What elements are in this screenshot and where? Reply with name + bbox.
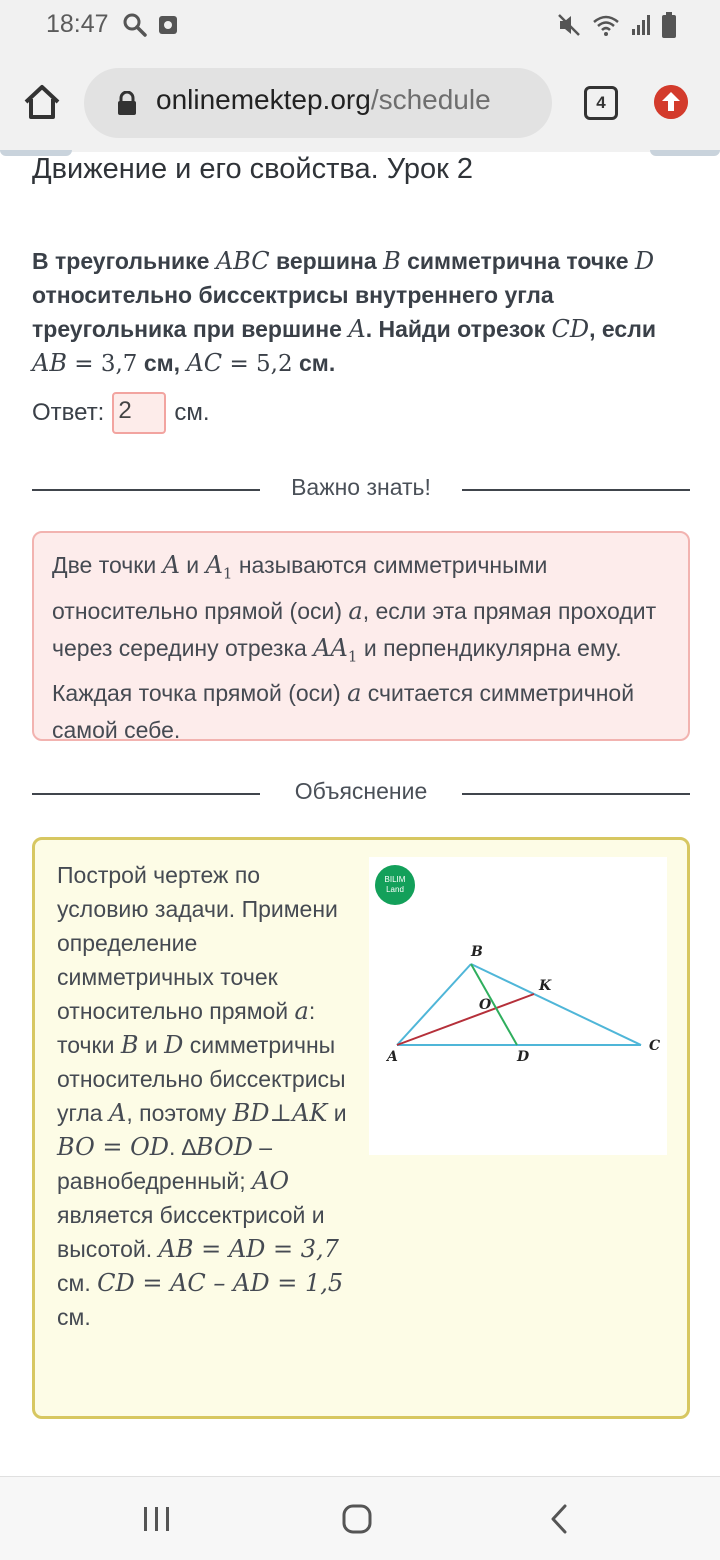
diagram-canvas — [369, 857, 667, 1155]
point-label-b: B — [471, 944, 483, 960]
answer-label: Ответ: — [32, 399, 105, 426]
wifi-icon — [592, 13, 620, 37]
url-host: onlinemektep.org — [156, 84, 371, 115]
segment-bd — [471, 964, 517, 1045]
answer-input[interactable]: 2 — [112, 392, 166, 434]
tab-switcher-button[interactable]: 4 — [584, 86, 618, 120]
status-bar — [0, 0, 720, 52]
divider-line — [462, 793, 690, 795]
browser-toolbar — [0, 52, 720, 152]
battery-icon — [662, 12, 676, 38]
explanation-heading: Объяснение — [294, 778, 428, 804]
answer-unit: см. — [174, 399, 210, 426]
status-icons-right — [556, 12, 676, 38]
explanation-text: Построй чертеж по условию задачи. Примени определение симметричных точек относительно прямой a: точки B и D симметричны относительно биссектрисы угла A, поэтому BD⊥AK и BO = OD. ∆BOD – равнобедренный; AO является биссектрисой и высотой. AB = AD = 3,7 см. CD = AC – AD = 1,5 см. — [57, 862, 347, 1330]
explanation-divider — [32, 778, 690, 808]
address-bar[interactable] — [84, 68, 552, 138]
bilimland-logo: BILIM Land — [375, 865, 415, 905]
important-heading: Важно знать! — [291, 474, 431, 500]
important-divider — [32, 474, 690, 504]
point-label-k: K — [539, 978, 552, 994]
url-path: /schedule — [370, 84, 491, 115]
lock-icon — [116, 91, 138, 115]
lesson-title: Движение и его свойства. Урок 2 — [32, 153, 473, 185]
divider-line — [462, 489, 690, 491]
status-icons-left — [122, 12, 178, 38]
point-label-o: O — [479, 997, 492, 1013]
triangle-diagram — [369, 857, 667, 1155]
point-label-a: A — [387, 1049, 398, 1065]
point-label-c: C — [649, 1038, 661, 1054]
recent-apps-icon[interactable] — [142, 1505, 172, 1533]
home-icon[interactable] — [341, 1503, 373, 1535]
mute-icon — [556, 12, 582, 38]
update-icon[interactable] — [654, 85, 688, 119]
segment-bc — [471, 964, 641, 1045]
back-icon[interactable] — [548, 1503, 570, 1535]
search-icon — [122, 12, 148, 38]
signal-icon — [630, 14, 652, 36]
answer-row — [32, 392, 210, 434]
status-time: 18:47 — [46, 10, 109, 38]
scroll-indicator — [650, 150, 720, 156]
system-nav-bar — [0, 1476, 720, 1560]
home-button[interactable] — [20, 80, 64, 124]
media-icon — [158, 15, 178, 35]
important-info-box: Две точки A и $A_1$ называются симметричными относительно прямой (оси) a, если эта прямая проходит через середину отрезка $AA_1$ и перпендикулярна ему. Каждая точка прямой (оси) a считается симметричной самой себе. — [32, 531, 690, 741]
question-text: В треугольнике ABC вершина B симметрична точке D относительно биссектрисы внутреннего угла треугольника при вершине A. Найди отрезок CD, если AB = 3,7 см, AC = 5,2 см. — [32, 247, 656, 377]
segment-ab — [397, 964, 471, 1045]
explanation-box — [32, 837, 690, 1419]
point-label-d: D — [517, 1049, 530, 1065]
url-text — [156, 84, 491, 116]
